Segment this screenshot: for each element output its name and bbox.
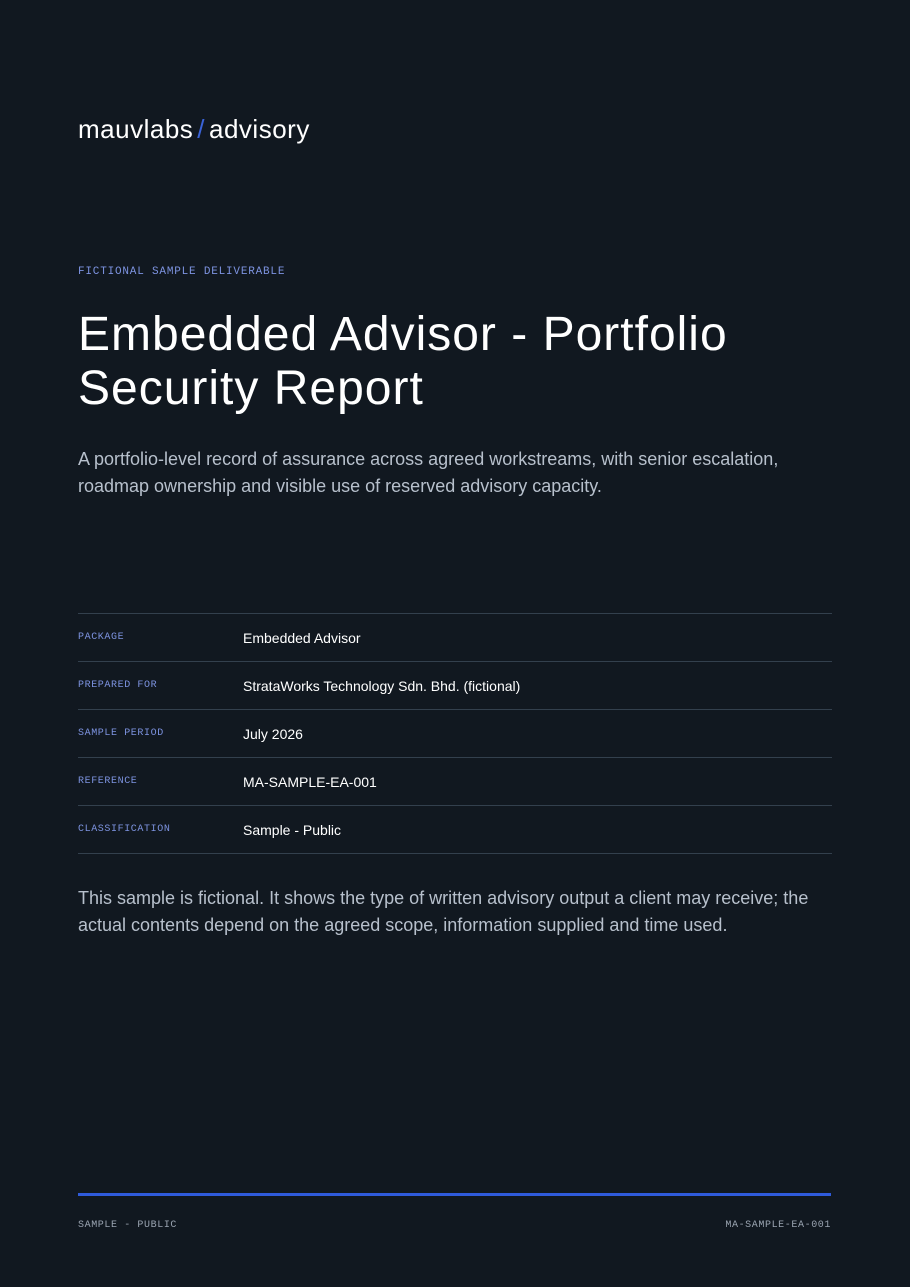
metadata-value: July 2026: [243, 725, 303, 742]
metadata-key: PACKAGE: [78, 632, 125, 643]
footer-divider: [78, 1193, 831, 1196]
metadata-row-package: [78, 614, 832, 662]
metadata-value: MA-SAMPLE-EA-001: [243, 773, 377, 790]
metadata-value: Embedded Advisor: [243, 629, 361, 646]
brand-name: mauvlabs: [78, 114, 194, 144]
metadata-key: SAMPLE PERIOD: [78, 728, 164, 739]
metadata-row-classification: [78, 806, 832, 854]
eyebrow-label: FICTIONAL SAMPLE DELIVERABLE: [78, 266, 286, 278]
metadata-row-prepared-for: [78, 662, 832, 710]
footer-reference: MA-SAMPLE-EA-001: [725, 1220, 831, 1231]
brand-logo: [78, 114, 310, 145]
brand-separator: /: [197, 114, 206, 144]
cover-page: [78, 0, 832, 1287]
metadata-row-sample-period: [78, 710, 832, 758]
report-summary: A portfolio-level record of assurance across agreed workstreams, with senior escalation, roadmap ownership and visible use of reserved advisory capacity.: [78, 449, 779, 496]
report-title: Embedded Advisor - Portfolio Security Report: [78, 308, 728, 415]
metadata-value: Sample - Public: [243, 821, 342, 838]
metadata-key: REFERENCE: [78, 776, 138, 787]
metadata-key: PREPARED FOR: [78, 680, 158, 691]
disclaimer-note: This sample is fictional. It shows the type of written advisory output a client may receive; the actual contents depend on the agreed scope, information supplied and time used.: [78, 888, 809, 935]
metadata-key: CLASSIFICATION: [78, 824, 171, 835]
metadata-row-reference: [78, 758, 832, 806]
metadata-table: [78, 613, 832, 854]
brand-division: advisory: [209, 114, 310, 144]
metadata-value: StrataWorks Technology Sdn. Bhd. (fictional): [243, 677, 521, 694]
footer-classification: SAMPLE - PUBLIC: [78, 1220, 178, 1231]
